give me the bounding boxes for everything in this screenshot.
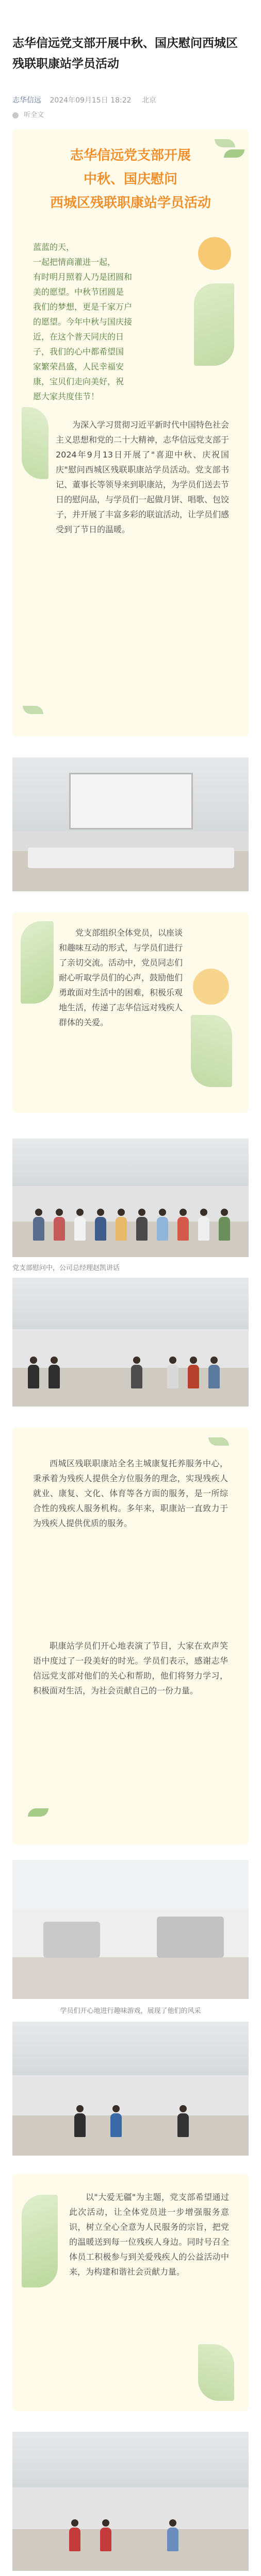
leaf-decoration-icon [22, 407, 48, 479]
photo-screen [69, 773, 193, 829]
poem-line: 我们的梦想，更是千家万户 [33, 302, 133, 312]
intro-card [12, 129, 249, 737]
leaf-decoration-icon [28, 1808, 48, 1817]
leaf-decoration-icon [194, 283, 234, 366]
photo-floor [12, 1957, 249, 1999]
listen-icon [12, 112, 19, 118]
speech-photo[interactable] [12, 1278, 249, 1406]
photo-background [12, 2432, 249, 2487]
article-title: 志华信远党支部开展中秋、国庆慰问西城区残联职康站学员活动 [12, 37, 238, 71]
activity-photo[interactable] [12, 1860, 249, 1999]
photo-floor [12, 2115, 249, 2156]
service-paragraph: 西城区残联职康站全名主城康复托养服务中心，秉承着为残疾人提供全方位服务的理念，实现残疾人就业、康复、文化、体育等各方面的服务，是一所综合性的残疾人服务机构。多年来，职康站一直致力于为残疾人提供优质的服务。 [33, 1459, 228, 1528]
person-figure [110, 2105, 122, 2137]
leaf-decoration-icon [23, 706, 43, 714]
source-link[interactable]: 志华信远 [12, 96, 41, 105]
poem-line: 愿大家共度佳节！ [33, 392, 100, 401]
person-figure [131, 1357, 142, 1388]
poem-line: 美的愿望。中秋节团圆是 [33, 287, 124, 297]
person-figure [69, 2519, 80, 2551]
photo-table [28, 848, 234, 868]
person-figure [177, 1209, 189, 1241]
leaf-decoration-icon [198, 2344, 234, 2401]
person-figure [48, 1357, 60, 1388]
person-figure [95, 1209, 106, 1241]
event-photo[interactable] [12, 757, 249, 891]
person-figure [167, 1357, 178, 1388]
person-figure [177, 2105, 189, 2137]
photo-background [12, 1860, 249, 1909]
person-figure [188, 1357, 199, 1388]
photo-floor [12, 2529, 249, 2571]
intro-paragraph: 为深入学习贯彻习近平新时代中国特色社会主义思想和党的二十大精神，志华信远党支部于2024年9月13日开展了"喜迎中秋、庆祝国庆"慰问西城区残联职康站学员活动。党支部书记、董事长等领导来到职康站，为学员们送去节日的慰问品，与学员们一起做月饼、唱歌、包饺子，并开展了丰富多彩的联谊活动，让学员们感受到了节日的温暖。 [56, 420, 230, 534]
person-figure [136, 1209, 148, 1241]
section-heading: 西城区残联职康站学员活动 [50, 195, 211, 211]
person-figure [116, 1209, 127, 1241]
theme-card [12, 2174, 249, 2411]
person-figure [54, 1209, 65, 1241]
gift-photo[interactable] [12, 2432, 249, 2571]
person-figure [28, 1357, 39, 1388]
visit-card [12, 912, 249, 1113]
photo-furniture [43, 1922, 100, 1958]
photo-background [12, 1139, 249, 1186]
person-figure [100, 2519, 111, 2551]
listen-row[interactable] [12, 109, 44, 119]
person-figure [198, 1209, 209, 1241]
leaf-decoration-icon [191, 1015, 232, 1087]
group-photo[interactable] [12, 1139, 249, 1257]
leaf-decoration-icon [22, 2195, 58, 2287]
person-figure [33, 1209, 44, 1241]
poem-line: 的愿望。今年中秋与国庆接 [33, 317, 133, 327]
person-figure [208, 1357, 220, 1388]
section-heading: 中秋、国庆慰问 [83, 172, 177, 187]
poem-line: 一起把情商灌进一起， [33, 257, 116, 267]
person-figure [157, 1209, 168, 1241]
listen-label: 听全文 [24, 111, 44, 119]
person-figure [74, 1209, 86, 1241]
moon-icon [198, 237, 231, 270]
leaf-decoration-icon [208, 1437, 229, 1446]
theme-paragraph: 以"大爱无疆"为主题，党支部希望通过此次活动，让全体党员进一步增强服务意识，树立全心全意为人民服务的宗旨，把党的温暖送到每一位残疾人身边。同时号召全体员工积极参与到关爱残疾人的公益活动中来，为构建和谐社会贡献力量。 [69, 2192, 229, 2277]
photo-background [12, 1278, 249, 1329]
photo-furniture [157, 1917, 224, 1958]
publish-date: 2024年09月15日 18:22 [50, 96, 132, 105]
photo-caption: 学员们开心地进行趣味游戏，展现了他们的风采 [60, 2007, 201, 2015]
poem-line: 家繁荣昌盛，人民幸福安 [33, 362, 124, 371]
poem-line: 蓝蓝的天， [33, 242, 75, 252]
article-meta [12, 95, 156, 105]
photo-floor [12, 1222, 249, 1257]
lantern-icon [193, 969, 229, 1005]
visit-paragraph: 党支部组织全体党员，以座谈和趣味互动的形式，与学员们进行了亲切交流。活动中，党员同志们耐心听取学员们的心声，鼓励他们勇敢面对生活中的困难，积极乐观地生活，传递了志华信远对残疾人群体的关爱。 [59, 928, 183, 1027]
photo-background [12, 2022, 249, 2075]
game-photo[interactable] [12, 2022, 249, 2156]
service-paragraph: 职康站学员们开心地表演了节目，大家在欢声笑语中度过了一段美好的时光。学员们表示，感谢志华信远党支部对他们的关心和帮助，他们将努力学习，积极面对生活，为社会贡献自己的一份力量。 [33, 1641, 228, 1696]
poem-line: 子，我们的心中都希望国 [33, 347, 124, 357]
person-figure [74, 2105, 86, 2137]
service-card [12, 1427, 249, 1844]
publish-location: 北京 [141, 96, 156, 105]
poem-line: 康，宝贝们走向美好，祝 [33, 377, 124, 386]
poem-line: 近，在这个普天同庆的日 [33, 332, 124, 342]
section-heading: 志华信远党支部开展 [70, 148, 191, 163]
poem-block [33, 240, 188, 404]
person-figure [167, 2519, 178, 2551]
photo-caption: 党支部慰问中，公司总经理赵凯讲话 [12, 1264, 120, 1272]
leaf-decoration-icon [21, 921, 54, 1004]
person-figure [219, 1209, 230, 1241]
poem-line: 有时明月照着人乃是团圆和 [33, 272, 133, 282]
